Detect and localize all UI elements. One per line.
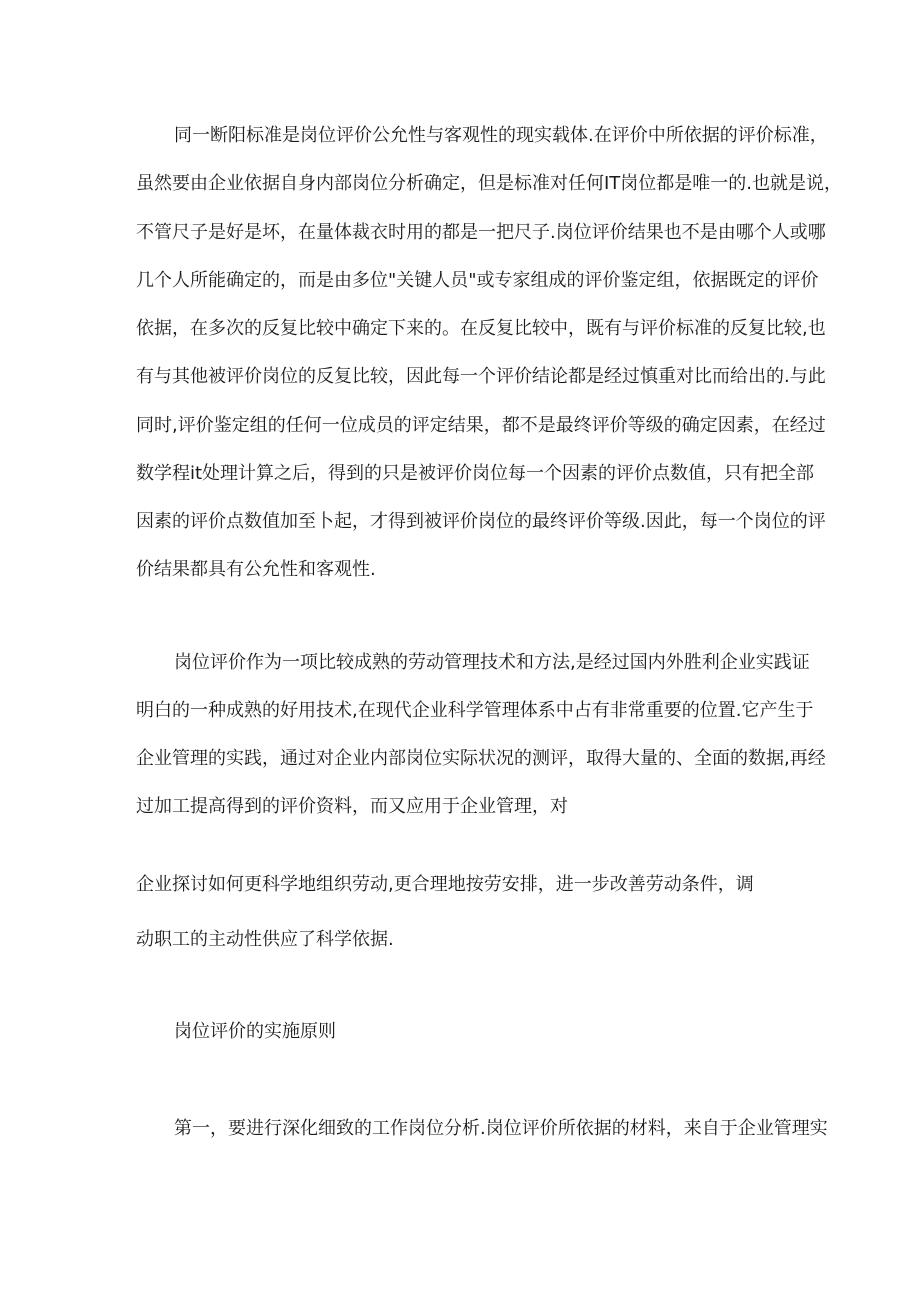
paragraph-1-line-5: 依据，在多次的反复比较中确定下来的。在反复比较中，既有与评价标准的反复比较,也: [136, 318, 826, 339]
paragraph-1-line-10: 价结果都具有公允性和客观性.: [136, 559, 376, 580]
paragraph-1-line-8: 数学程it处理计算之后，得到的只是被评价岗位每一个因素的评价点数值，只有把全部: [136, 463, 815, 484]
paragraph-4-line-1: 第一，要进行深化细致的工作岗位分析.岗位评价所依据的材料，来自于企业管理实: [174, 1118, 828, 1139]
paragraph-1-line-7: 同时,评价鉴定组的任何一位成员的评定结果，都不是最终评价等级的确定因素，在经过: [136, 415, 826, 436]
paragraph-2-line-4: 过加工提高得到的评价资料，而又应用于企业管理，对: [136, 796, 568, 817]
paragraph-1-line-2: 虽然要由企业依据自身内部岗位分析确定，但是标准对任何IT岗位都是唯一的.也就是说，: [136, 173, 843, 194]
paragraph-1-line-4: 几个人所能确定的，而是由多位"关键人员"或专家组成的评价鉴定组，依据既定的评价: [136, 270, 819, 291]
paragraph-2-line-2: 明白的一种成熟的好用技术,在现代企业科学管理体系中占有非常重要的位置.它产生于: [136, 700, 814, 721]
paragraph-3-line-2: 动职工的主动性供应了科学依据.: [136, 929, 394, 950]
paragraph-2-line-3: 企业管理的实践，通过对企业内部岗位实际状况的测评，取得大量的、全面的数据,再经: [136, 748, 826, 769]
paragraph-1-line-9: 因素的评价点数值加至卜起，才得到被评价岗位的最终评价等级.因此，每一个岗位的评: [136, 511, 826, 532]
paragraph-2-line-1: 岗位评价作为一项比较成熟的劳动管理技术和方法,是经过国内外胜利企业实践证: [174, 652, 810, 673]
paragraph-3-line-1: 企业探讨如何更科学地组织劳动,更合理地按劳安排，进一步改善劳动条件，调: [136, 874, 754, 895]
section-heading: 岗位评价的实施原则: [174, 1021, 336, 1042]
paragraph-1-line-6: 有与其他被评价岗位的反复比较，因此每一个评价结论都是经过慎重对比而给出的.与此: [136, 366, 826, 387]
paragraph-1-line-3: 不管尺子是好是坏，在量体裁衣时用的都是一把尺子.岗位评价结果也不是由哪个人或哪: [136, 222, 826, 243]
paragraph-1-line-1: 同一断阳标准是岗位评价公允性与客观性的现实载体.在评价中所依据的评价标准，: [174, 125, 828, 146]
